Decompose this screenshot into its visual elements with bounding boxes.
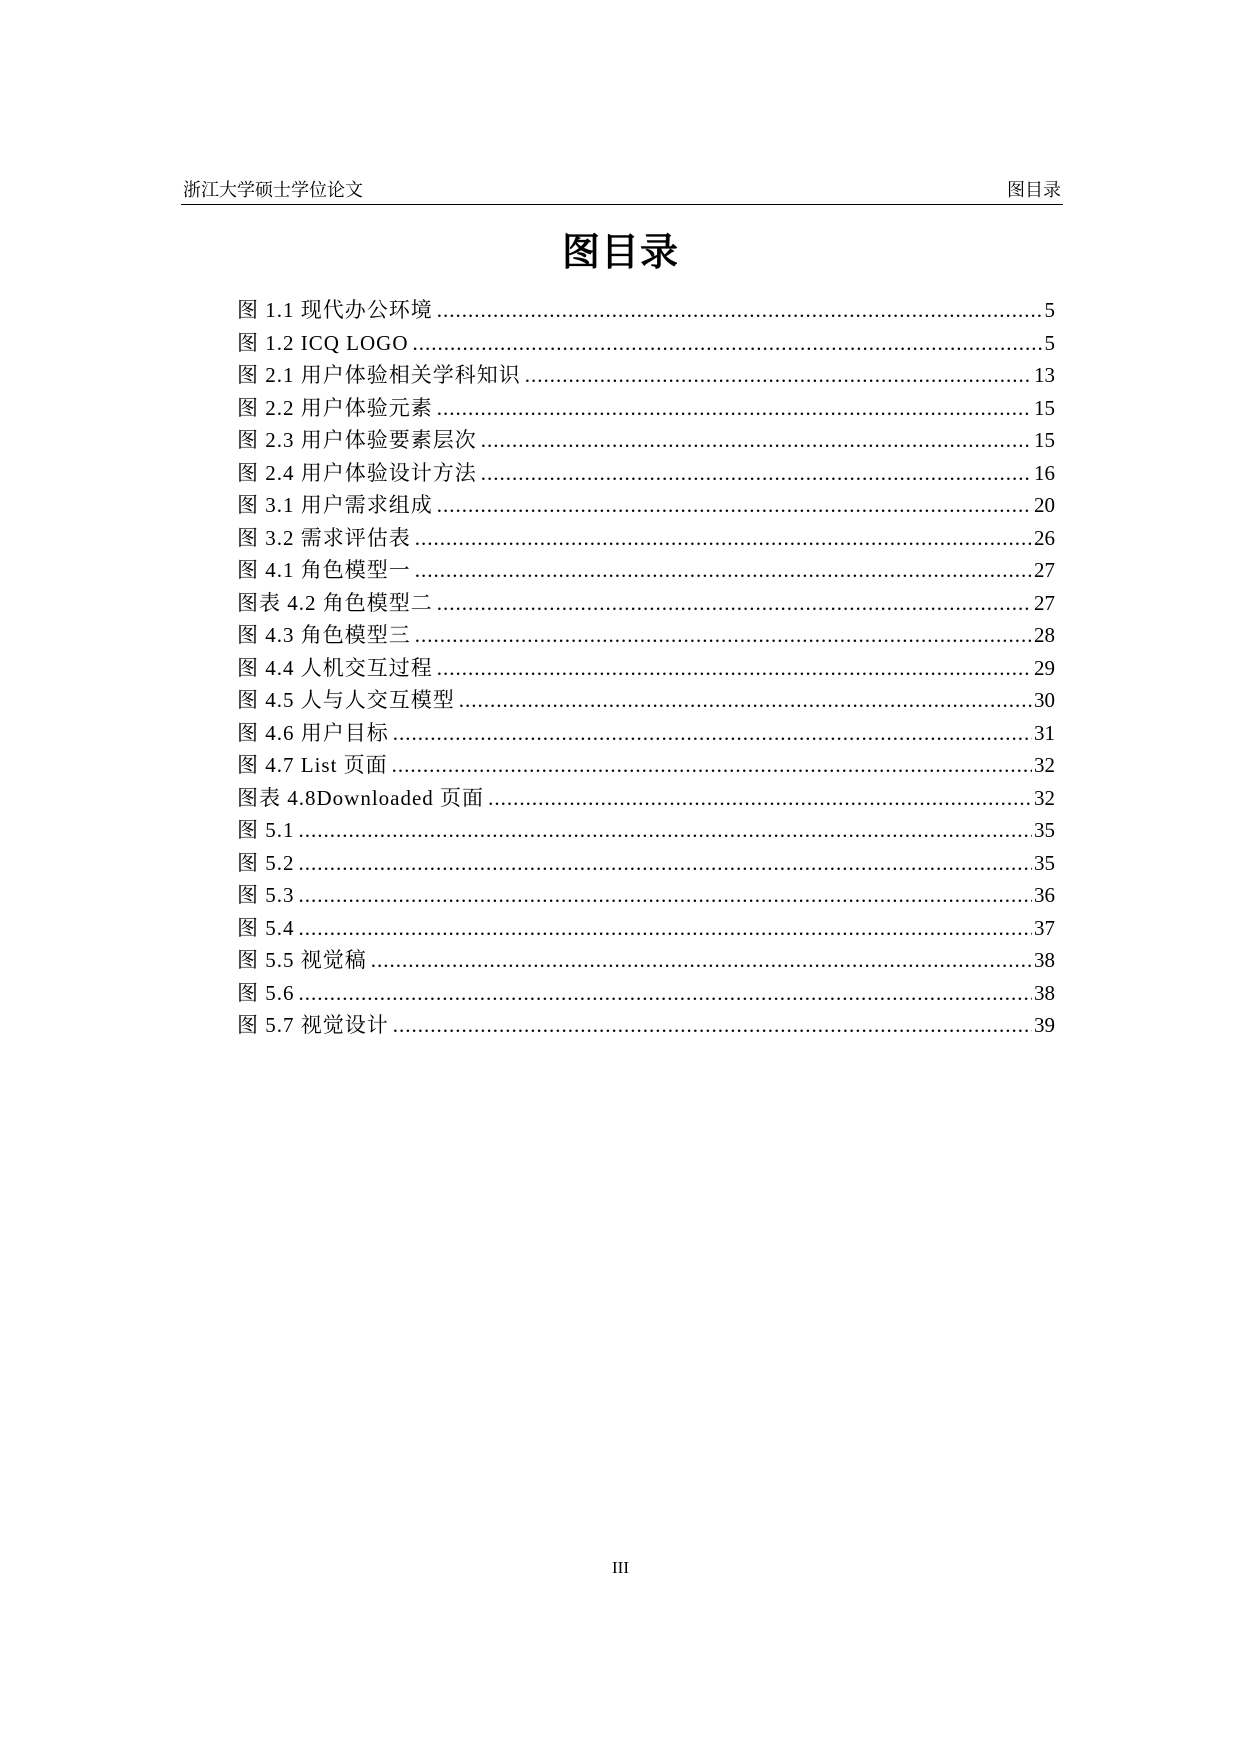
header-section-title: 图目录 xyxy=(1007,180,1061,200)
toc-entry-label: 图 2.1 用户体验相关学科知识 xyxy=(237,363,521,387)
toc-entry-label: 图表 4.8Downloaded 页面 xyxy=(237,785,485,810)
toc-entry-label: 图 5.7 视觉设计 xyxy=(237,1013,389,1037)
toc-leader-dots xyxy=(481,424,1032,456)
page-title: 图目录 xyxy=(561,232,679,274)
header-thesis-title: 浙江大学硕士学位论文 xyxy=(183,180,363,200)
toc-entry-page: 29 xyxy=(1034,655,1055,680)
toc-entry-page: 30 xyxy=(1034,688,1055,712)
toc-entry-page: 31 xyxy=(1034,720,1055,745)
toc-entry[interactable] xyxy=(237,489,1055,522)
toc-entry-label: 图 4.7 List 页面 xyxy=(237,753,388,777)
toc-entry-page: 28 xyxy=(1034,623,1055,647)
toc-entry-page: 16 xyxy=(1034,460,1055,485)
toc-entry-page: 32 xyxy=(1034,785,1055,810)
toc-entry-label: 图 5.3 xyxy=(237,883,295,907)
toc-entry-page: 38 xyxy=(1034,948,1055,972)
toc-entry[interactable] xyxy=(237,587,1055,620)
toc-entry[interactable] xyxy=(237,782,1055,815)
toc-leader-dots xyxy=(299,814,1033,846)
running-header xyxy=(181,176,1063,205)
toc-entry-page: 15 xyxy=(1034,428,1055,452)
toc-entry-page: 37 xyxy=(1034,915,1055,940)
toc-entry-label: 图 5.2 xyxy=(237,850,295,875)
toc-entry[interactable] xyxy=(237,814,1055,847)
toc-entry[interactable] xyxy=(237,847,1055,880)
toc-entry[interactable] xyxy=(237,1009,1055,1042)
toc-leader-dots xyxy=(299,977,1033,1009)
toc-entry-page: 5 xyxy=(1044,298,1055,322)
toc-entry[interactable] xyxy=(237,879,1055,912)
toc-leader-dots xyxy=(481,457,1032,489)
toc-entry[interactable] xyxy=(237,944,1055,977)
toc-entry-page: 20 xyxy=(1034,493,1055,517)
page-number: III xyxy=(612,1558,629,1577)
toc-entry-label: 图 4.6 用户目标 xyxy=(237,720,389,745)
toc-entry-page: 36 xyxy=(1034,883,1055,907)
toc-leader-dots xyxy=(299,912,1033,944)
toc-leader-dots xyxy=(437,587,1032,619)
toc-entry-label: 图表 4.2 角色模型二 xyxy=(237,590,433,615)
toc-entry-page: 35 xyxy=(1034,850,1055,875)
toc-leader-dots xyxy=(459,684,1032,716)
toc-entry-label: 图 2.4 用户体验设计方法 xyxy=(237,460,477,485)
toc-entry-page: 38 xyxy=(1034,980,1055,1005)
toc-leader-dots xyxy=(299,847,1033,879)
toc-entry-page: 35 xyxy=(1034,818,1055,842)
toc-entry[interactable] xyxy=(237,977,1055,1010)
toc-entry[interactable] xyxy=(237,294,1055,327)
toc-entry[interactable] xyxy=(237,327,1055,360)
toc-leader-dots xyxy=(392,749,1032,781)
figure-list xyxy=(237,294,1055,1042)
toc-leader-dots xyxy=(413,327,1043,359)
toc-leader-dots xyxy=(437,294,1043,326)
toc-entry-label: 图 1.1 现代办公环境 xyxy=(237,298,433,322)
toc-entry-label: 图 5.1 xyxy=(237,818,295,842)
toc-entry-page: 26 xyxy=(1034,525,1055,550)
toc-entry-label: 图 2.2 用户体验元素 xyxy=(237,395,433,420)
toc-entry-label: 图 4.1 角色模型一 xyxy=(237,558,411,582)
toc-entry[interactable] xyxy=(237,912,1055,945)
toc-entry-label: 图 3.2 需求评估表 xyxy=(237,525,411,550)
toc-entry-label: 图 4.4 人机交互过程 xyxy=(237,655,433,680)
toc-entry-page: 13 xyxy=(1034,363,1055,387)
toc-entry-page: 27 xyxy=(1034,590,1055,615)
toc-leader-dots xyxy=(415,554,1032,586)
toc-entry[interactable] xyxy=(237,457,1055,490)
toc-entry[interactable] xyxy=(237,619,1055,652)
toc-entry-label: 图 3.1 用户需求组成 xyxy=(237,493,433,517)
toc-leader-dots xyxy=(415,619,1032,651)
toc-entry[interactable] xyxy=(237,684,1055,717)
toc-leader-dots xyxy=(525,359,1032,391)
toc-entry[interactable] xyxy=(237,424,1055,457)
toc-entry-page: 27 xyxy=(1034,558,1055,582)
toc-entry[interactable] xyxy=(237,392,1055,425)
toc-leader-dots xyxy=(299,879,1033,911)
toc-entry[interactable] xyxy=(237,652,1055,685)
toc-entry-label: 图 5.4 xyxy=(237,915,295,940)
toc-leader-dots xyxy=(437,489,1032,521)
toc-leader-dots xyxy=(393,1009,1032,1041)
toc-entry[interactable] xyxy=(237,717,1055,750)
toc-entry[interactable] xyxy=(237,522,1055,555)
toc-entry-page: 5 xyxy=(1044,330,1055,355)
toc-leader-dots xyxy=(488,782,1032,814)
toc-entry-page: 39 xyxy=(1034,1013,1055,1037)
toc-leader-dots xyxy=(437,392,1032,424)
toc-entry-label: 图 5.6 xyxy=(237,980,295,1005)
toc-leader-dots xyxy=(415,522,1032,554)
toc-entry-page: 32 xyxy=(1034,753,1055,777)
toc-entry-label: 图 5.5 视觉稿 xyxy=(237,948,367,972)
toc-leader-dots xyxy=(371,944,1032,976)
toc-entry-page: 15 xyxy=(1034,395,1055,420)
toc-entry-label: 图 2.3 用户体验要素层次 xyxy=(237,428,477,452)
toc-entry-label: 图 4.5 人与人交互模型 xyxy=(237,688,455,712)
toc-entry[interactable] xyxy=(237,554,1055,587)
toc-leader-dots xyxy=(393,717,1032,749)
toc-leader-dots xyxy=(437,652,1032,684)
toc-entry[interactable] xyxy=(237,749,1055,782)
toc-entry[interactable] xyxy=(237,359,1055,392)
toc-entry-label: 图 1.2 ICQ LOGO xyxy=(237,330,409,355)
toc-entry-label: 图 4.3 角色模型三 xyxy=(237,623,411,647)
